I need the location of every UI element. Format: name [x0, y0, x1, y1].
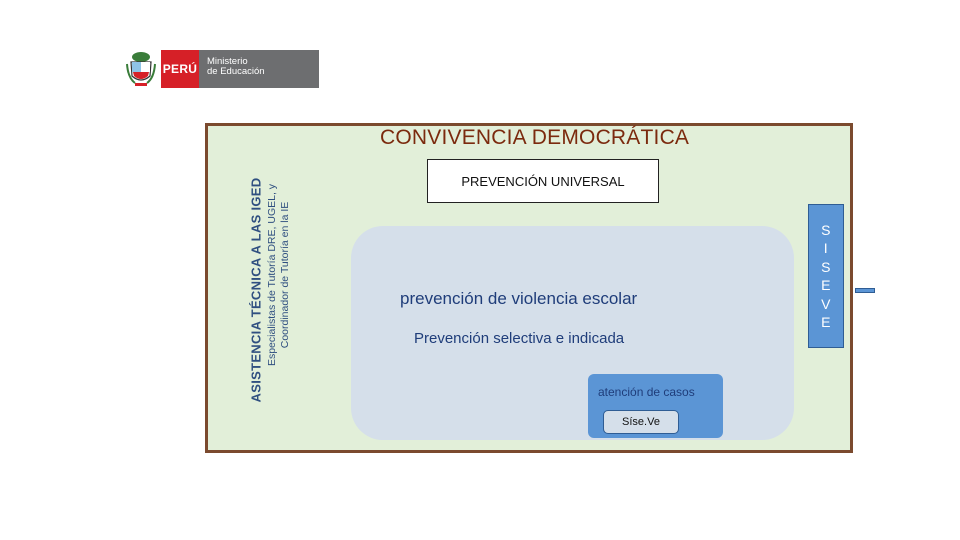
- minedu-logo: [125, 50, 319, 88]
- ministry-line-2: de Educación: [207, 66, 265, 77]
- siseve-letter: E: [821, 314, 831, 330]
- side-connector: [855, 288, 875, 293]
- siseve-side-bar: [808, 204, 844, 348]
- siseve-letter: S: [821, 258, 831, 275]
- prevencion-selectiva-label: Prevención selectiva e indicada: [414, 330, 625, 347]
- siseve-button-label: Síse.Ve: [622, 416, 660, 428]
- siseve-button[interactable]: [603, 410, 679, 434]
- atencion-casos-label: atención de casos: [598, 385, 695, 399]
- coat-of-arms-icon: [125, 50, 157, 88]
- prevencion-violencia-label: prevención de violencia escolar: [400, 289, 638, 308]
- prevencion-universal-label: PREVENCIÓN UNIVERSAL: [461, 173, 625, 189]
- siseve-letter: V: [821, 295, 831, 312]
- coordinador-label: Coordinador de Tutoría en la IE: [279, 201, 291, 349]
- peru-label: PERÚ: [161, 50, 199, 88]
- siseve-letter: S: [821, 221, 831, 238]
- ministry-label: [199, 50, 319, 88]
- asistencia-tecnica-label: ASISTENCIA TÉCNICA A LAS IGED: [248, 177, 264, 403]
- ministry-line-1: Ministerio: [207, 56, 248, 67]
- especialistas-label: Especialistas de Tutoría DRE, UGEL, y: [266, 183, 278, 367]
- siseve-letter: I: [823, 240, 829, 256]
- prevencion-universal-box: [427, 159, 659, 203]
- siseve-letter: E: [821, 277, 831, 293]
- diagram-title: CONVIVENCIA DEMOCRÁTICA: [380, 126, 690, 149]
